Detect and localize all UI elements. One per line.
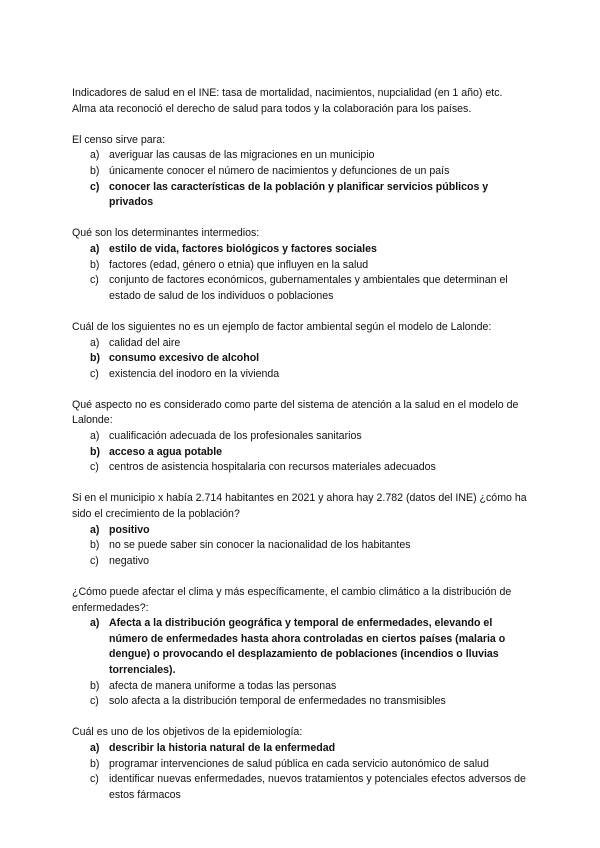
answer-option-correct: b) consumo excesivo de alcohol [90,352,260,365]
answer-option: b) afecta de manera uniforme a todas las personas [90,679,337,692]
answer-option: b) factores (edad, género o etnia) que influyen en la salud [90,258,369,271]
answer-option: a) cualificación adecuada de los profesionales sanitarios [90,430,362,443]
intro-line-1: Indicadores de salud en el INE: tasa de mortalidad, nacimientos, nupcialidad (en 1 año) etc. [72,87,503,99]
answer-option: a) calidad del aire [90,336,181,349]
question-text: Cuál de los siguientes no es un ejemplo de factor ambiental según el modelo de Lalonde: [72,320,492,333]
document-page [72,86,532,803]
answer-option-correct: c) conocer las características de la población y planificar servicios públicos y privados [90,180,489,209]
question-text: El censo sirve para: [72,133,166,146]
answer-option-correct: a) Afecta a la distribución geográfica y temporal de enfermedades, elevando el número de enfermedades hasta ahora controladas en ciertos países (malaria o dengue) o provocando el desplazamiento de poblaciones (incendios o lluvias torrenciales). [90,617,506,676]
intro-line-2: Alma ata reconoció el derecho de salud para todos y la colaboración para los países. [72,102,472,115]
answer-option: b) no se puede saber sin conocer la nacionalidad de los habitantes [90,539,411,552]
answer-option: c) centros de asistencia hospitalaria con recursos materiales adecuados [90,461,436,474]
question-block [72,585,532,710]
question-text: Cuál es uno de los objetivos de la epidemiología: [72,726,303,739]
answer-option: c) existencia del inodoro en la vivienda [90,367,280,380]
answer-option: b) únicamente conocer el número de nacimientos y defunciones de un país [90,164,450,177]
answer-option: a) averiguar las causas de las migraciones en un municipio [90,149,375,162]
question-text: Qué son los determinantes intermedios: [72,227,260,240]
question-block [72,133,532,211]
answer-option-correct: b) acceso a agua potable [90,445,223,458]
answer-option-correct: a) estilo de vida, factores biológicos y factores sociales [90,242,377,255]
answer-option: c) conjunto de factores económicos, gubernamentales y ambientales que determinan el estado de salud de los individuos o poblaciones [90,274,508,302]
question-block [72,491,532,569]
question-block [72,320,532,382]
answer-option-correct: a) describir la historia natural de la enfermedad [90,741,336,754]
answer-option: c) identificar nuevas enfermedades, nuevos tratamientos y potenciales efectos adversos de estos fármacos [90,773,526,801]
answer-option: c) negativo [90,554,150,567]
question-text: ¿Cómo puede afectar el clima y más específicamente, el cambio climático a la distribución de enfermedades?: [72,586,512,614]
question-block [72,226,532,304]
question-text: Si en el municipio x había 2.714 habitantes en 2021 y ahora hay 2.782 (datos del INE) ¿cómo ha sido el crecimiento de la población? [72,492,527,521]
answer-option-correct: a) positivo [90,523,150,536]
question-block [72,725,532,803]
question-block [72,398,532,476]
answer-option: b) programar intervenciones de salud pública en cada servicio autonómico de salud [90,757,489,770]
answer-option: c) solo afecta a la distribución temporal de enfermedades no transmisibles [90,695,446,708]
question-text: Qué aspecto no es considerado como parte del sistema de atención a la salud en el modelo de Lalonde: [72,398,519,427]
